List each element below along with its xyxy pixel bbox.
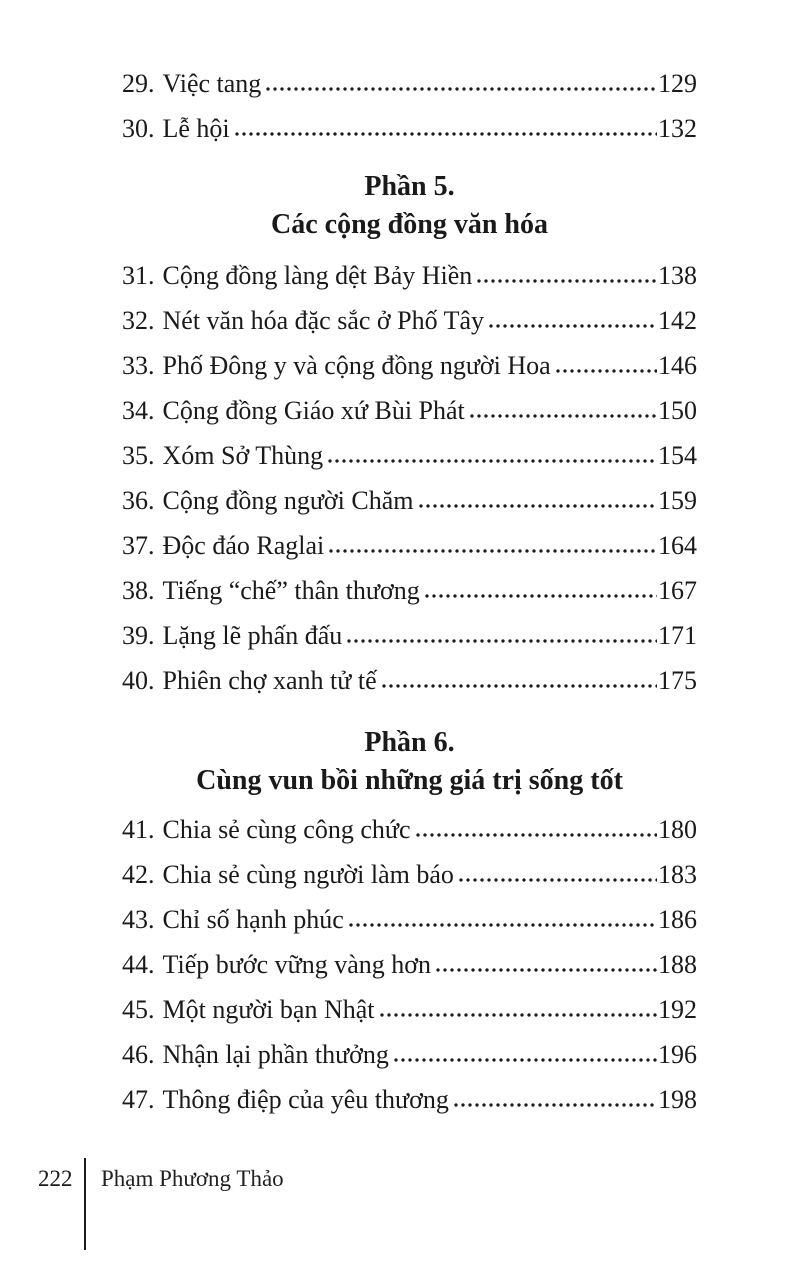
entry-title: Chia sẻ cùng công chức: [162, 815, 411, 845]
entry-title: Cộng đồng Giáo xứ Bùi Phát: [162, 396, 465, 426]
entry-title: Tiếp bước vững vàng hơn: [162, 950, 431, 980]
entry-page-number: 132: [658, 114, 697, 144]
entry-page-number: 198: [658, 1085, 697, 1115]
dot-leader: [235, 132, 657, 136]
toc-entry-29: [122, 54, 697, 99]
dot-leader: [470, 414, 657, 418]
footer-divider: [84, 1158, 86, 1250]
entry-page-number: 142: [658, 306, 697, 336]
toc-entry-36: [122, 471, 697, 516]
entry-page-number: 183: [658, 860, 697, 890]
toc-entry-42: [122, 845, 697, 890]
dot-leader: [394, 1058, 657, 1062]
dot-leader: [436, 968, 657, 972]
entry-title: Cộng đồng người Chăm: [162, 486, 414, 516]
toc-entry-35: [122, 426, 697, 471]
entry-title: Nhận lại phần thưởng: [162, 1040, 389, 1070]
entry-page-number: 175: [658, 666, 697, 696]
dot-leader: [459, 878, 657, 882]
entry-number: 38.: [122, 576, 155, 606]
entry-number: 36.: [122, 486, 155, 516]
toc-entry-46: [122, 1025, 697, 1070]
dot-leader: [477, 279, 657, 283]
entry-number: 37.: [122, 531, 155, 561]
entry-page-number: 154: [658, 441, 697, 471]
toc-entry-30: [122, 99, 697, 144]
toc-entry-43: [122, 890, 697, 935]
entry-number: 40.: [122, 666, 155, 696]
entry-title: Lặng lẽ phấn đấu: [162, 621, 343, 651]
section-title: Các cộng đồng văn hóa: [271, 209, 548, 240]
entry-title: Chỉ số hạnh phúc: [162, 905, 344, 935]
section-label: Phần 6.: [364, 727, 455, 758]
entry-title: Tiếng “chế” thân thương: [162, 576, 420, 606]
footer-page-number: 222: [38, 1166, 73, 1191]
entry-number: 33.: [122, 351, 155, 381]
toc-entry-31: [122, 246, 697, 291]
entry-title: Một người bạn Nhật: [162, 995, 375, 1025]
entry-number: 39.: [122, 621, 155, 651]
section-header-phan-5: [122, 168, 697, 244]
dot-leader: [329, 549, 657, 553]
entry-page-number: 129: [658, 69, 697, 99]
entry-number: 35.: [122, 441, 155, 471]
dot-leader: [556, 369, 657, 373]
dot-leader: [349, 923, 657, 927]
entry-title: Nét văn hóa đặc sắc ở Phố Tây: [162, 306, 485, 336]
entry-number: 43.: [122, 905, 155, 935]
entry-page-number: 138: [658, 261, 697, 291]
section-header-phan-6: [122, 724, 697, 800]
entry-number: 30.: [122, 114, 155, 144]
entry-title: Lễ hội: [162, 114, 230, 144]
section-title: Cùng vun bồi những giá trị sống tốt: [196, 765, 623, 796]
entry-number: 44.: [122, 950, 155, 980]
entry-number: 46.: [122, 1040, 155, 1070]
toc-entry-33: [122, 336, 697, 381]
toc-entry-38: [122, 561, 697, 606]
entry-page-number: 164: [658, 531, 697, 561]
entry-page-number: 167: [658, 576, 697, 606]
entry-number: 29.: [122, 69, 155, 99]
entry-number: 41.: [122, 815, 155, 845]
entry-number: 45.: [122, 995, 155, 1025]
toc-entry-44: [122, 935, 697, 980]
dot-leader: [419, 504, 657, 508]
dot-leader: [454, 1103, 657, 1107]
entry-title: Xóm Sở Thùng: [162, 441, 324, 471]
dot-leader: [328, 459, 657, 463]
toc-entry-40: [122, 651, 697, 696]
toc-entry-34: [122, 381, 697, 426]
toc-entry-39: [122, 606, 697, 651]
entry-number: 42.: [122, 860, 155, 890]
toc-entry-32: [122, 291, 697, 336]
section-label: Phần 5.: [364, 171, 455, 202]
dot-leader: [416, 833, 657, 837]
dot-leader: [380, 1013, 658, 1017]
footer-author: Phạm Phương Thảo: [101, 1166, 284, 1191]
dot-leader: [347, 639, 657, 643]
entry-number: 31.: [122, 261, 155, 291]
entry-title: Thông điệp của yêu thương: [162, 1085, 449, 1115]
entry-title: Chia sẻ cùng người làm báo: [162, 860, 454, 890]
entry-page-number: 192: [658, 995, 697, 1025]
entry-number: 34.: [122, 396, 155, 426]
toc-entry-41: [122, 800, 697, 845]
entry-page-number: 180: [658, 815, 697, 845]
dot-leader: [425, 594, 657, 598]
entry-page-number: 171: [658, 621, 697, 651]
toc-entry-37: [122, 516, 697, 561]
dot-leader: [266, 87, 657, 91]
dot-leader: [489, 324, 657, 328]
dot-leader: [382, 684, 657, 688]
entry-page-number: 150: [658, 396, 697, 426]
entry-page-number: 159: [658, 486, 697, 516]
entry-page-number: 146: [658, 351, 697, 381]
entry-number: 47.: [122, 1085, 155, 1115]
entry-page-number: 186: [658, 905, 697, 935]
toc-entry-47: [122, 1070, 697, 1115]
entry-title: Cộng đồng làng dệt Bảy Hiền: [162, 261, 473, 291]
entry-page-number: 196: [658, 1040, 697, 1070]
entry-title: Phiên chợ xanh tử tế: [162, 666, 377, 696]
entry-number: 32.: [122, 306, 155, 336]
entry-title: Độc đáo Raglai: [162, 531, 325, 561]
entry-page-number: 188: [658, 950, 697, 980]
entry-title: Phố Đông y và cộng đồng người Hoa: [162, 351, 551, 381]
toc-entry-45: [122, 980, 697, 1025]
entry-title: Việc tang: [162, 69, 262, 99]
